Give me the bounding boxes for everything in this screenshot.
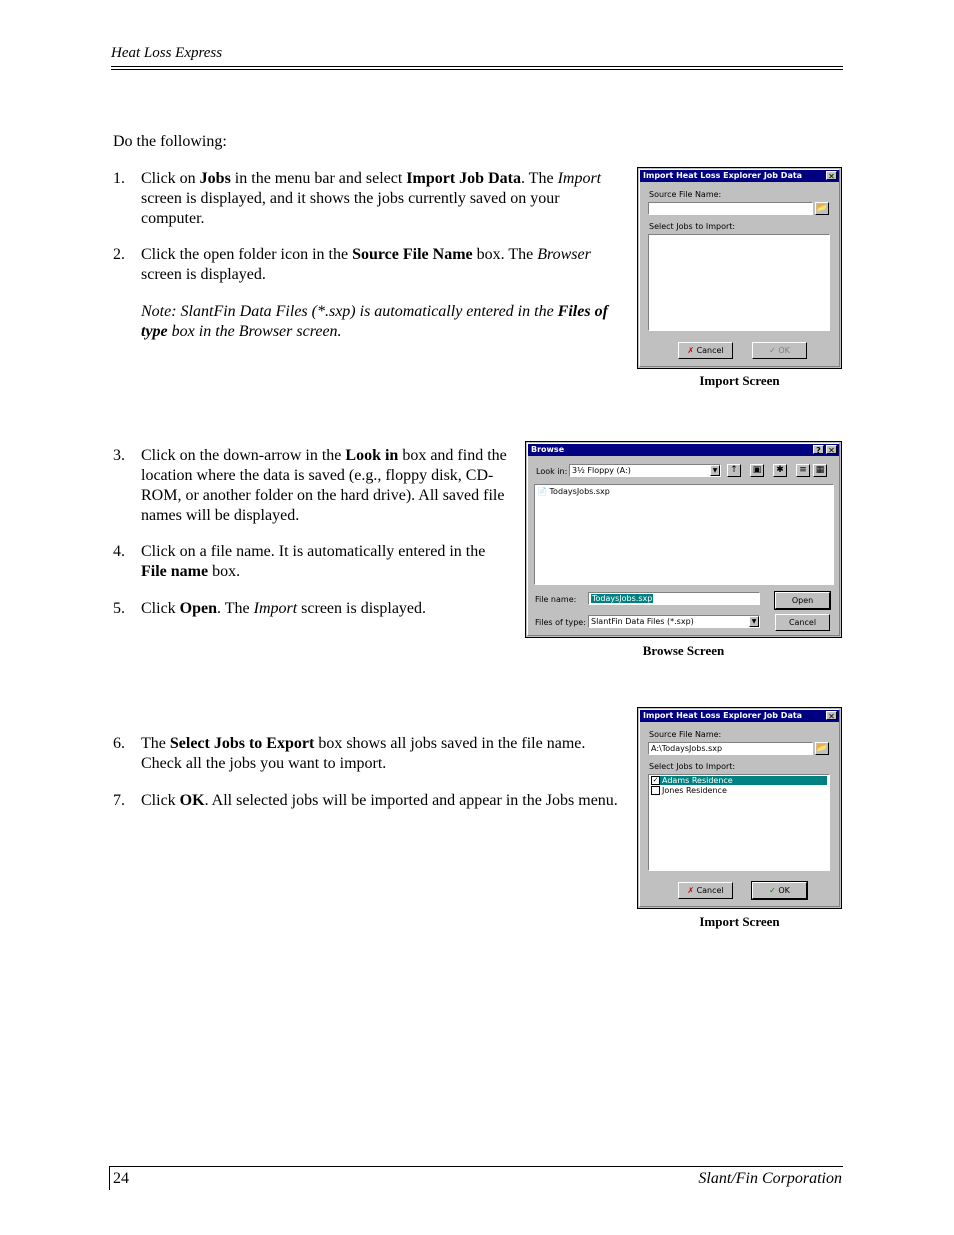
header-rule-2 [111,69,843,70]
step-emphasis: Jobs [199,170,231,187]
close-icon[interactable]: ✕ [826,171,837,180]
step-1 [113,169,613,229]
checkmark-icon: ✓ [769,346,776,355]
file-name-input[interactable] [588,592,760,605]
footer-rule [109,1166,843,1167]
ok-label: OK [778,346,790,355]
step-number: 4. [113,543,125,560]
details-view-icon[interactable]: ▦ [813,464,827,477]
step-7 [113,791,623,811]
desktop-icon[interactable]: ▣ [750,464,764,477]
step-text: box. [208,563,241,580]
step-number: 2. [113,246,125,263]
step-5 [113,599,513,619]
note [141,302,627,342]
cancel-x-icon: ✗ [687,886,695,895]
file-name-label: File name: [535,595,577,604]
caption-import-1: Import Screen [699,373,780,388]
cancel-button[interactable]: Cancel [775,614,830,631]
files-of-type-dropdown[interactable] [588,615,760,628]
step-emphasis: File name [141,563,209,580]
select-jobs-label: Select Jobs to Import: [649,222,736,231]
running-header: Heat Loss Express [111,45,223,61]
step-text: screen is displayed. [297,600,427,617]
step-number: 6. [113,735,125,752]
step-3 [113,446,513,526]
step-6 [113,734,623,774]
ok-button[interactable] [752,882,807,899]
step-text: box. The [472,246,538,263]
source-file-input[interactable]: A:\TodaysJobs.sxp [648,742,813,755]
step-text: Click on the down-arrow in the [141,447,346,464]
footer-bar [109,1166,110,1190]
close-icon[interactable]: ✕ [826,711,837,720]
files-of-type-label: Files of type: [535,618,586,627]
new-folder-icon[interactable]: ✱ [773,464,787,477]
step-italic: Browser [537,246,591,263]
source-file-label: Source File Name: [649,190,722,199]
ok-label: OK [778,886,790,895]
step-text: . The [217,600,254,617]
look-in-value: 3½ Floppy (A:) [572,466,631,475]
ok-button[interactable] [752,342,807,359]
step-emphasis: Look in [345,447,399,464]
step-text: in the menu bar and select [230,170,407,187]
step-2 [113,245,613,285]
up-folder-icon[interactable]: ↑ [727,464,741,477]
dialog-title: Import Heat Loss Explorer Job Data [643,711,803,720]
open-button[interactable]: Open [775,592,830,609]
step-emphasis: Import Job Data [406,170,521,187]
file-list[interactable] [534,484,834,585]
select-jobs-label: Select Jobs to Import: [649,762,736,771]
open-folder-icon[interactable]: 📂 [816,203,828,213]
dialog-title: Browse [531,445,565,454]
step-number: 5. [113,600,125,617]
page-number: 24 [113,1170,129,1187]
step-number: 7. [113,792,125,809]
cancel-label: Cancel [696,886,724,895]
cancel-button[interactable] [678,342,733,359]
header-rule [111,66,843,67]
file-name-text: TodaysJobs.sxp [549,487,610,496]
list-item[interactable] [651,776,827,785]
step-text: Click [141,792,180,809]
jobs-listbox[interactable] [648,774,830,871]
step-text: Click on a file name. It is automatically entered in the [141,543,486,560]
step-4 [113,542,513,582]
step-italic: Import [253,600,298,617]
list-view-icon[interactable]: ≡ [796,464,810,477]
import-dialog-filled [637,707,842,909]
dialog-titlebar [640,710,839,722]
step-emphasis: Source File Name [352,246,473,263]
cancel-button[interactable] [678,882,733,899]
open-folder-icon[interactable]: 📂 [816,743,828,753]
cancel-label: Cancel [696,346,724,355]
chevron-down-icon[interactable]: ▼ [749,616,759,627]
step-number: 3. [113,447,125,464]
caption-import-2: Import Screen [699,914,780,929]
step-emphasis: OK [179,792,205,809]
dialog-title: Import Heat Loss Explorer Job Data [643,171,803,180]
source-file-input[interactable] [648,202,813,215]
source-file-label: Source File Name: [649,730,722,739]
list-item[interactable] [651,786,727,795]
footer-company: Slant/Fin Corporation [698,1170,842,1187]
dialog-titlebar [528,444,839,456]
step-text: screen is displayed, and it shows the jobs currently saved on your computer. [141,190,560,227]
step-emphasis: Open [179,600,218,617]
step-number: 1. [113,170,125,187]
note-text: Note: SlantFin Data Files (*.sxp) is automatically entered in the [141,303,558,320]
job-name: Adams Residence [662,776,733,785]
step-text: Click the open folder icon in the [141,246,353,263]
caption-browse: Browse Screen [642,643,725,658]
checkbox[interactable] [651,786,660,795]
step-text: Click [141,600,180,617]
files-of-type-value: SlantFin Data Files (*.sxp) [591,617,694,626]
jobs-listbox[interactable] [648,234,830,331]
job-name: Jones Residence [662,786,727,795]
look-in-dropdown[interactable] [569,464,721,477]
step-text: box and find the location where the data is saved (e.g., floppy disk, CD-ROM, or another folder on the hard drive). All saved file names will be displayed. [141,447,507,524]
look-in-label: Look in: [536,467,568,476]
browse-dialog [525,441,842,638]
checkmark-icon: ✓ [769,886,776,895]
close-icon[interactable]: ✕ [826,445,837,454]
step-text: . All selected jobs will be imported and appear in the Jobs menu. [204,792,618,809]
step-text: box shows all jobs saved in the file name. Check all the jobs you want to import. [141,735,586,772]
step-text: screen is displayed. [141,266,266,283]
step-italic: Import [557,170,602,187]
step-text: . The [520,170,558,187]
help-icon[interactable]: ? [813,445,824,454]
intro-text: Do the following: [113,133,227,150]
step-text: Click on [141,170,200,187]
note-emphasis: Files of type [141,303,608,340]
cancel-x-icon: ✗ [687,346,695,355]
import-dialog-empty [637,167,842,369]
note-text: box in the Browser screen. [167,323,342,340]
step-emphasis: Select Jobs to Export [169,735,315,752]
dialog-titlebar [640,170,839,182]
step-text: The [141,735,170,752]
checkbox[interactable]: ✓ [652,776,659,784]
chevron-down-icon[interactable]: ▼ [710,465,720,476]
file-item[interactable]: 📄 TodaysJobs.sxp [537,487,610,496]
file-name-value: TodaysJobs.sxp [592,594,653,603]
